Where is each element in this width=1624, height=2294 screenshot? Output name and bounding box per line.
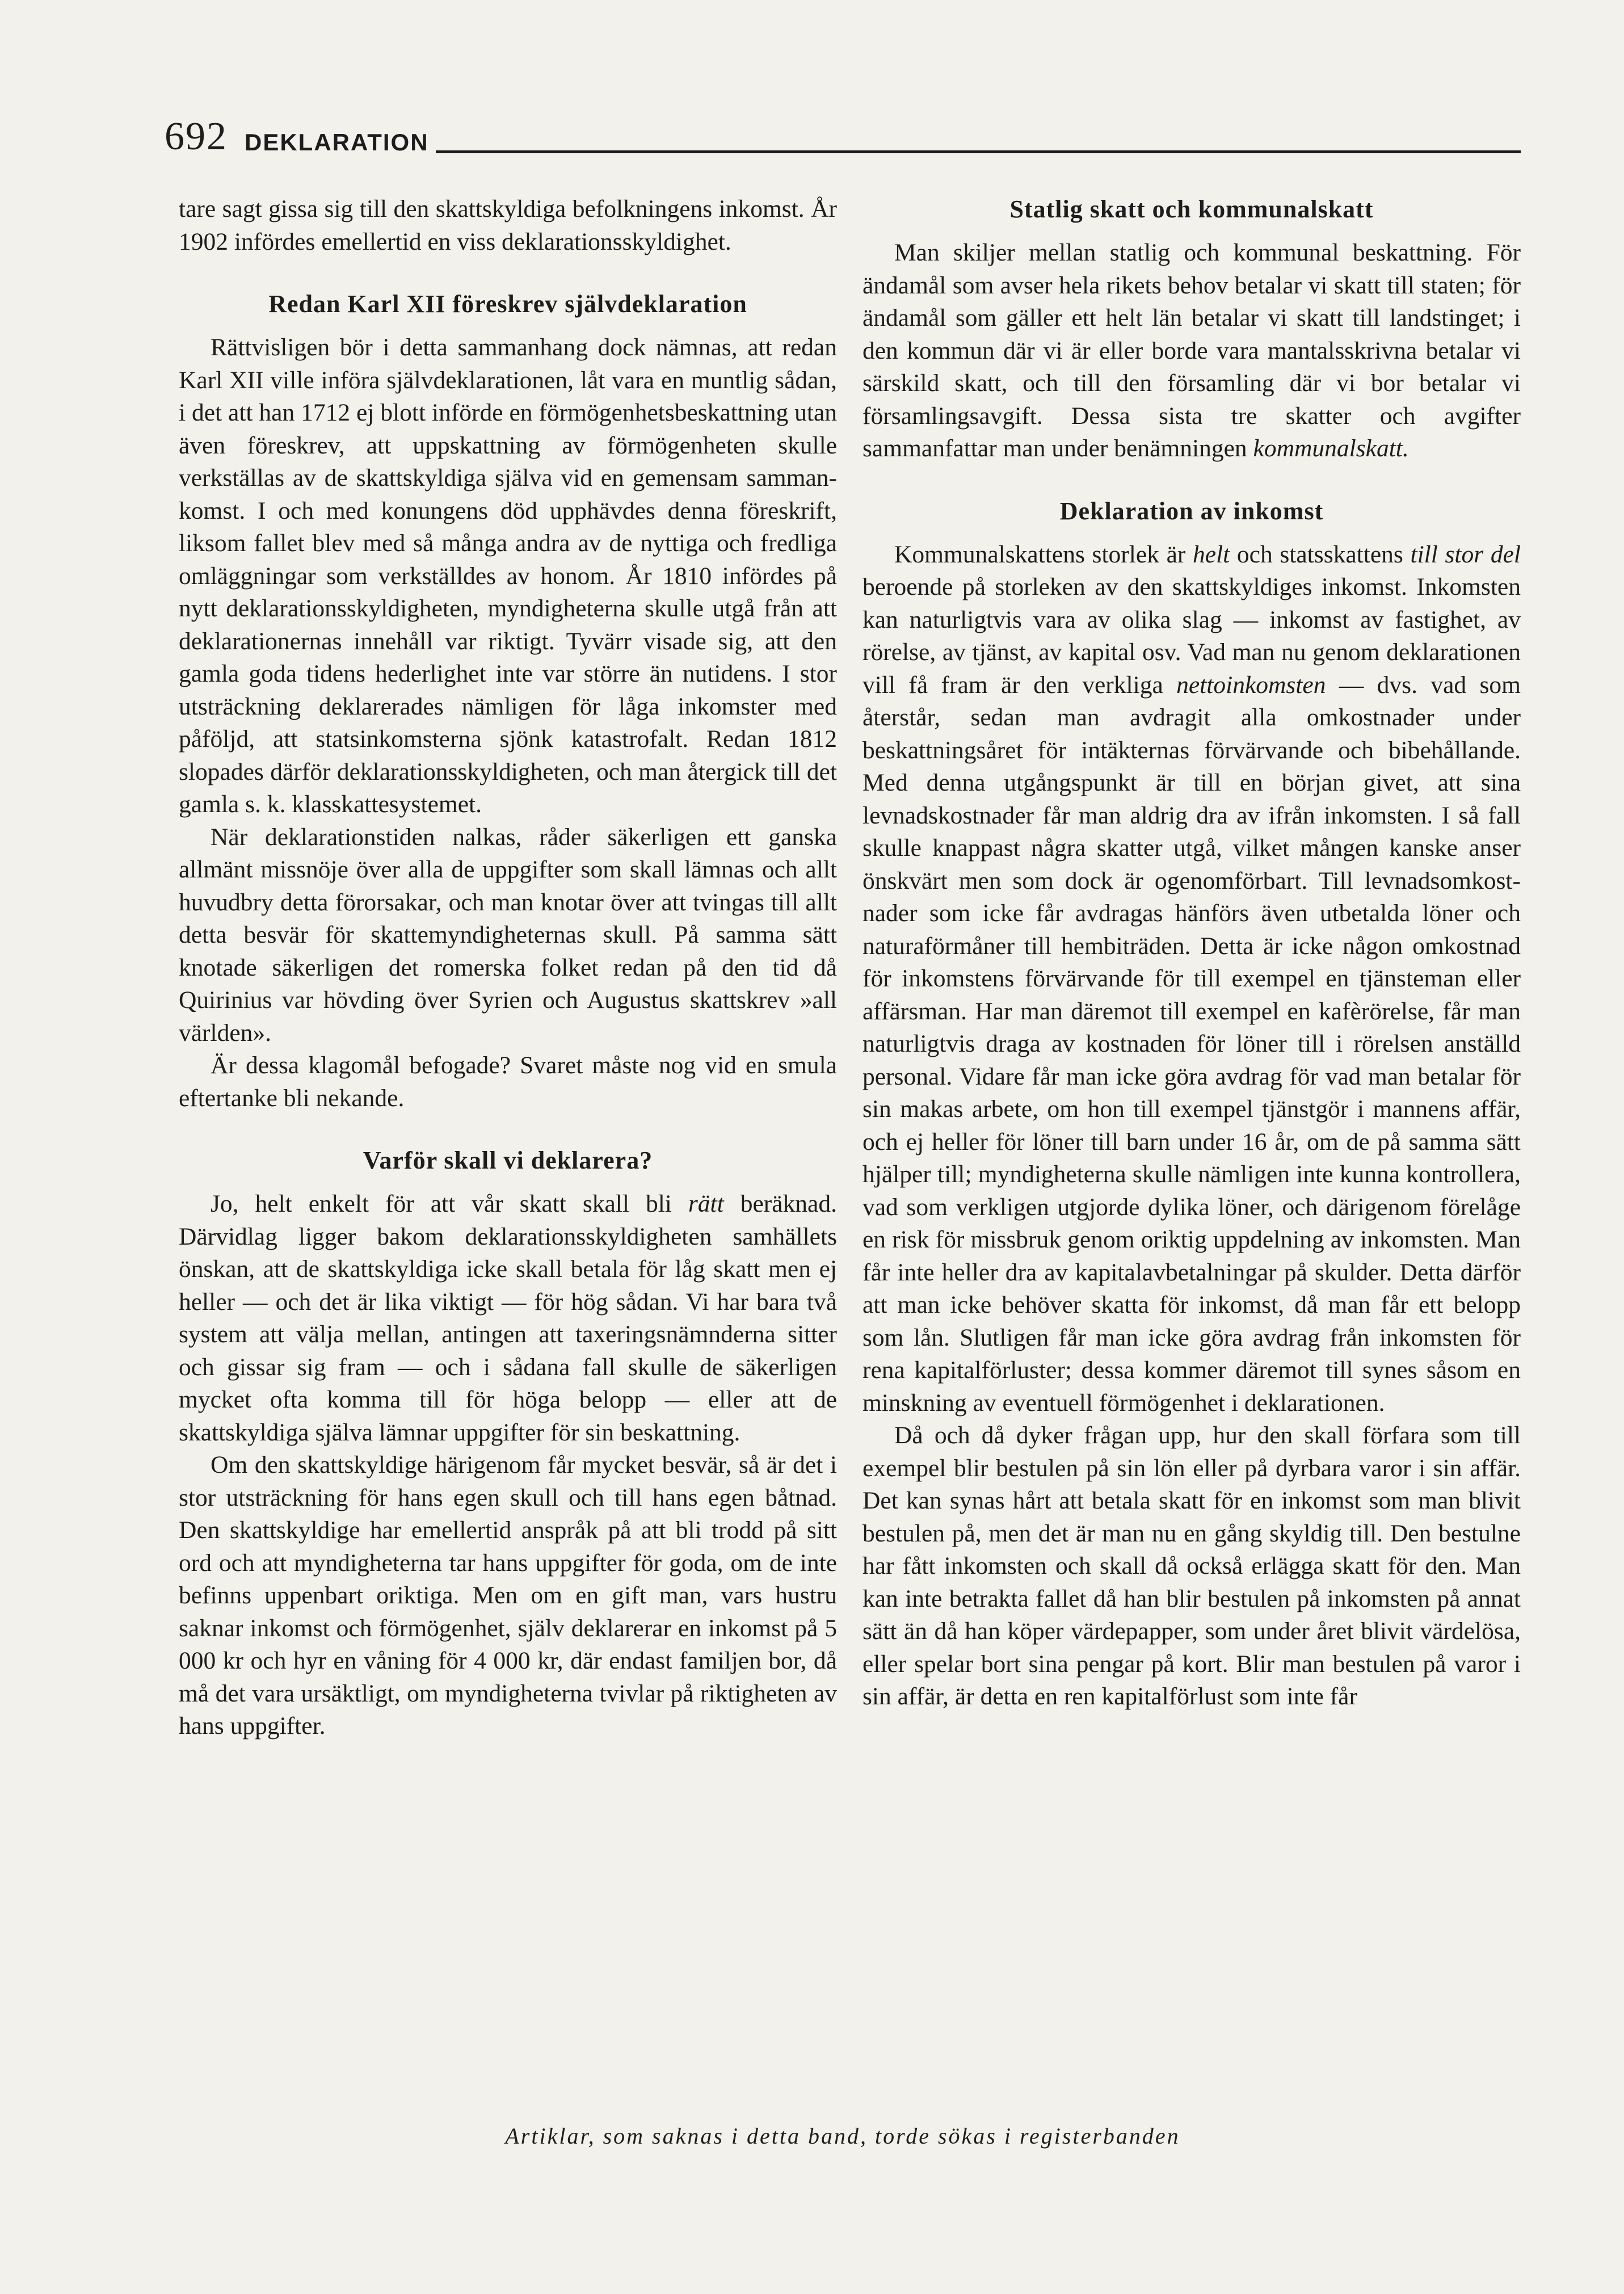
text-run: Jo, helt enkelt för att vår skatt skall bli — [211, 1190, 688, 1217]
page-header — [165, 111, 1521, 157]
text-run: och statsskattens — [1230, 540, 1411, 568]
paragraph — [863, 237, 1521, 465]
paragraph — [179, 1188, 837, 1449]
emphasis: helt — [1193, 540, 1230, 568]
running-head: DEKLARATION — [245, 129, 429, 156]
section-heading: Varför skall vi deklarera? — [363, 1146, 653, 1174]
text-run: Man skiljer mellan statlig och kommunal beskattning. För ändamål som avser hela rikets behov betalar vi skatt till staten; för ändamål som gäller ett helt län betalar vi skatt till landstinget; i den kommun där vi är eller borde vara mantalsskrivna betalar vi särskild skatt, och till den församling där vi bor betalar vi församlingsavgift. Dessa sista tre skatter och avgifter sammanfattar man under benämningen — [863, 239, 1521, 462]
footer-note: Artiklar, som saknas i detta band, torde sökas i registerbanden — [505, 2123, 1180, 2149]
emphasis: kommunalskatt. — [1253, 435, 1409, 462]
header-rule — [436, 150, 1521, 153]
left-column — [179, 193, 837, 1743]
paragraph: Då och då dyker frågan upp, hur den skall förfara som till exempel blir bestulen på sin lön eller på dyrbara varor i sin affär. Det kan synas hårt att betala skatt för en inkomst som man blivit bestulen på, men det är man nu en gång skyldig till. Den bestulne har fått inkomsten och skall då också erlägga skatt för den. Man kan inte betrakta fallet då han blir bestulen på inkomsten på annat sätt än då han köper värdepapper, som under året blivit värdelösa, eller spelar bort sina pengar på kort. Blir man bestulen på varor i sin affär, är detta en ren kapitalförlust som inte får — [863, 1422, 1521, 1710]
section-heading: Statlig skatt och kommunalskatt — [1009, 195, 1374, 223]
section-heading: Redan Karl XII föreskrev självdeklaration — [268, 290, 747, 318]
emphasis: nettoinkomsten — [1176, 671, 1326, 699]
section-heading: Deklaration av inkomst — [1059, 497, 1324, 525]
text-run: beräknad. Därvidlag ligger bakom deklarationsskyldigheten samhällets önskan, att de skattskyldiga icke skall betala för låg skatt men ej heller — och det är lika viktigt — för hög sådan. Vi har bara två system att välja mellan, antingen att taxeringsnämnderna sitter och gissar sig fram — och i sådana fall skulle de säkerligen mycket ofta komma till för höga belopp — eller att de skattskyldiga själva lämnar uppgifter för sin beskattning. — [179, 1190, 837, 1446]
paragraph: Rättvisligen bör i detta sammanhang dock nämnas, att redan Karl XII ville införa självdeklarationen, låt vara en muntlig sådan, i det att han 1712 ej blott införde en förmögenhetsbeskattning utan även föreskrev, att uppskattning av förmögenheten skulle verkställas av de skattskyldiga själva vid en gemensam sammankomst. I och med konungens död upphävdes denna föreskrift, liksom fallet blev med så många andra av de nyttiga och fredliga omläggningar som verkställdes av honom. År 1810 infördes på nytt deklarationsskyldigheten, myndigheterna skulle utgå från att deklarationernas innehåll var riktigt. Tyvärr visade sig, att den gamla goda tidens hederlighet inte var större än nutidens. I stor utsträckning deklarerades nämligen för låga inkomster med påföljd, att statsinkomsterna sjönk katastrofalt. Redan 1812 slopades därför deklarationsskyldigheten, och man återgick till det gamla s. k. klasskattesystemet. — [179, 334, 837, 818]
page-number: 692 — [165, 115, 228, 158]
text-run: beroende på storleken av den skattskyldiges inkomst. Inkomsten kan naturligtvis vara av olika slag — inkomst av fastighet, av rörelse, av tjänst, av kapital osv. Vad man nu genom deklarationen vill få fram är den verkliga — [863, 573, 1521, 699]
right-column — [863, 193, 1521, 1713]
paragraph: tare sagt gissa sig till den skattskyldiga befolkningens inkomst. År 1902 infördes emellertid en viss deklarationsskyldighet. — [179, 195, 837, 255]
text-run: Kommunalskattens storlek är — [894, 540, 1193, 568]
emphasis: till stor del — [1410, 540, 1521, 568]
paragraph: När deklarationstiden nalkas, råder säkerligen ett ganska allmänt missnöje över alla de uppgifter som skall lämnas och allt huvudbry detta förorsakar, och man knotar över att tvingas till allt detta besvär för skattemyndigheternas skull. På samma sätt knotade säkerligen det romerska folket redan på den tid då Quirinius var hövding över Syrien och Augustus skattskrev »all världen». — [179, 823, 837, 1047]
paragraph — [863, 539, 1521, 1420]
paragraph: Om den skattskyldige härigenom får mycket besvär, så är det i stor utsträckning för hans egen skull och till hans egen båtnad. Den skattskyldige har emellertid anspråk på att bli trodd på sitt ord och att myndigheterna tar hans uppgifter för goda, om de inte befinns uppenbart oriktiga. Men om en gift man, vars hustru saknar inkomst och förmögenhet, själv deklarerar en inkomst på 5 000 kr och hyr en våning för 4 000 kr, där endast familjen bor, då må det vara ursäktligt, om myndigheterna tvivlar på riktigheten av hans uppgifter. — [179, 1451, 837, 1740]
paragraph: Är dessa klagomål befogade? Svaret måste nog vid en smula eftertanke bli nekande. — [179, 1052, 837, 1112]
emphasis: rätt — [688, 1190, 724, 1217]
text-run: — dvs. vad som återstår, sedan man avdragit alla omkostnader under beskattningsåret för intäkternas förvärvande och bibehållande. Med denna utgångspunkt är till en början givet, att sina levnadskostnader får man aldrig dra av ifrån inkomsten. I så fall skulle knappast några skatter utgå, vilket mången kanske anser önskvärt men som dock är ogenomförbart. Till levnadsomkostnader som icke får avdragas hänförs även utbetalda löner och naturaförmåner till hembiträden. Detta är icke någon omkostnad för inkomstens förvärvande för till exempel en tjänsteman eller affärsman. Har man däremot till exempel en kafèrörelse, får man naturligtvis draga av kostnaden för löner till i rörelsen anställd personal. Vidare får man icke göra avdrag för vad man betalar för sin makas arbete, om hon till exempel tjänstgör i mannens affär, och ej heller för löner till barn under 16 år, om de på samma sätt hjälper till; myndigheterna skulle nämligen inte kunna kontrollera, vad som verkligen utgjorde dylika löner, och därigenom förelåge en risk för missbruk genom oriktig uppdelning av inkomsten. Man får inte heller dra av kapitalavbetalningar på skulder. Detta därför att man icke behöver skatta för inkomst, då man får ett belopp som lån. Slutligen får man icke göra avdrag från inkomsten för rena kapitalförluster; dessa kommer däremot till synes såsom en minskning av eventuell förmögenhet i deklarationen. — [863, 671, 1521, 1417]
